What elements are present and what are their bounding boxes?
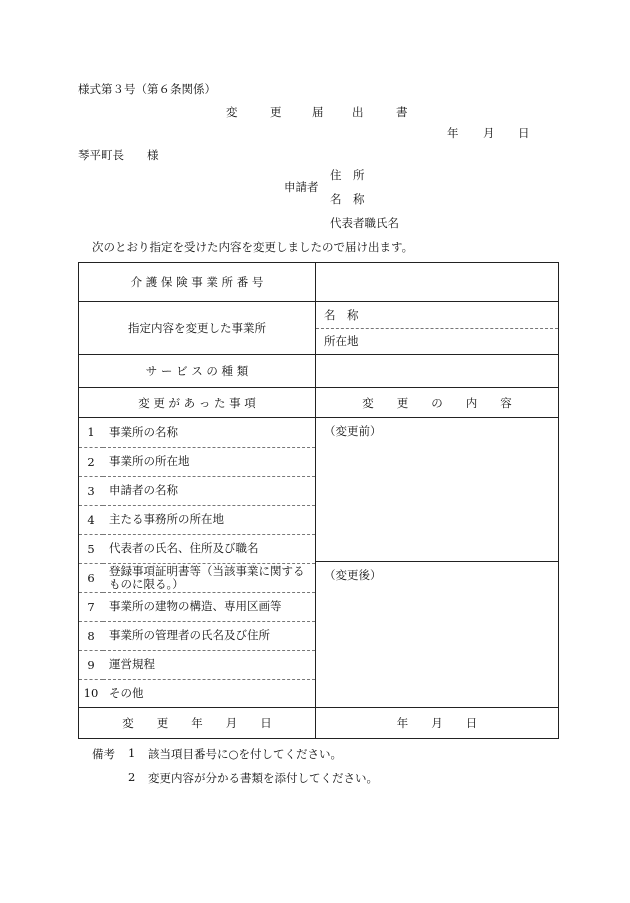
changed-item-row[interactable] [79,418,315,447]
change-date-field[interactable]: 年 月 日 [316,708,559,739]
changed-item-number: 7 [79,592,103,621]
changed-item-text: 運営規程 [103,650,315,679]
change-date-label: 変 更 年 月 日 [79,708,316,739]
form-number: 様式第３号（第６条関係） [78,82,216,96]
notes-label: 備考 [92,747,115,761]
changed-item-row[interactable] [79,534,315,563]
title-char: 出 [352,105,364,119]
changed-items-header: 変 更 が あ っ た 事 項 [79,388,316,418]
title-char: 変 [226,105,238,119]
office-location-field[interactable] [316,328,558,354]
applicant-address-label: 住 所 [330,168,365,182]
note-text: 変更内容が分かる書類を添付してください。 [148,771,378,785]
changed-item-text: その他 [103,679,315,707]
changed-item-number: 10 [79,679,103,707]
changed-item-text: 主たる事務所の所在地 [103,505,315,534]
changed-item-number: 5 [79,534,103,563]
changed-item-text: 代表者の氏名、住所及び職名 [103,534,315,563]
changed-item-number: 3 [79,476,103,505]
applicant-label: 申請者 [284,180,319,194]
office-name-label: 名 称 [324,307,359,322]
changed-item-text: 登録事項証明書等（当該事業に関するものに限る。） [103,563,315,592]
changed-item-text: 申請者の名称 [103,476,315,505]
title-char: 届 [312,105,324,119]
changed-item-row[interactable] [79,679,315,707]
date-day: 日 [518,126,530,140]
changed-item-row[interactable] [79,476,315,505]
office-number-label: 介 護 保 険 事 業 所 番 号 [79,263,316,302]
change-after-label: （変更後） [324,568,382,582]
changed-item-number: 8 [79,621,103,650]
changed-item-text: 事業所の管理者の氏名及び住所 [103,621,315,650]
changed-office-label: 指定内容を変更した事業所 [79,302,316,355]
change-before-field[interactable] [316,418,558,562]
changed-item-row[interactable] [79,505,315,534]
date-month: 月 [483,126,495,140]
note-text: 該当項目番号に○を付してください。 [148,747,343,761]
changed-item-text: 事業所の所在地 [103,447,315,476]
title-char: 書 [396,105,408,119]
changed-office-cell [316,302,559,355]
changed-item-number: 9 [79,650,103,679]
change-content-cell [316,418,559,708]
change-content-header: 変 更 の 内 容 [316,388,559,418]
changed-item-row[interactable] [79,447,315,476]
service-type-field[interactable] [316,355,559,388]
intro-text: 次のとおり指定を受けた内容を変更しましたので届け出ます。 [92,240,414,254]
addressee: 琴平町長 様 [78,148,159,162]
changed-item-row[interactable] [79,592,315,621]
office-location-label: 所在地 [324,334,359,349]
changed-item-row[interactable] [79,621,315,650]
change-after-field[interactable] [316,562,558,705]
changed-item-row[interactable] [79,563,315,592]
note-number: 1 [128,746,136,760]
changed-item-number: 1 [87,425,95,440]
changed-item-number: 4 [79,505,103,534]
changed-item-text: 事業所の名称 [109,424,178,439]
changed-item-row[interactable] [79,650,315,679]
service-type-label: サ ー ビ ス の 種 類 [79,355,316,388]
changed-item-number: 2 [79,447,103,476]
applicant-representative-label: 代表者職氏名 [330,216,399,230]
changed-item-number: 6 [79,563,103,592]
changed-item-text: 事業所の建物の構造、専用区画等 [103,592,315,621]
change-before-label: （変更前） [324,424,382,438]
date-year: 年 [447,126,459,140]
office-number-field[interactable] [316,263,559,302]
note-number: 2 [128,770,136,784]
title-char: 更 [270,105,282,119]
change-notification-table [78,262,559,739]
applicant-name-label: 名 称 [330,192,365,206]
changed-items-list [79,418,316,708]
office-name-field[interactable] [316,302,558,328]
